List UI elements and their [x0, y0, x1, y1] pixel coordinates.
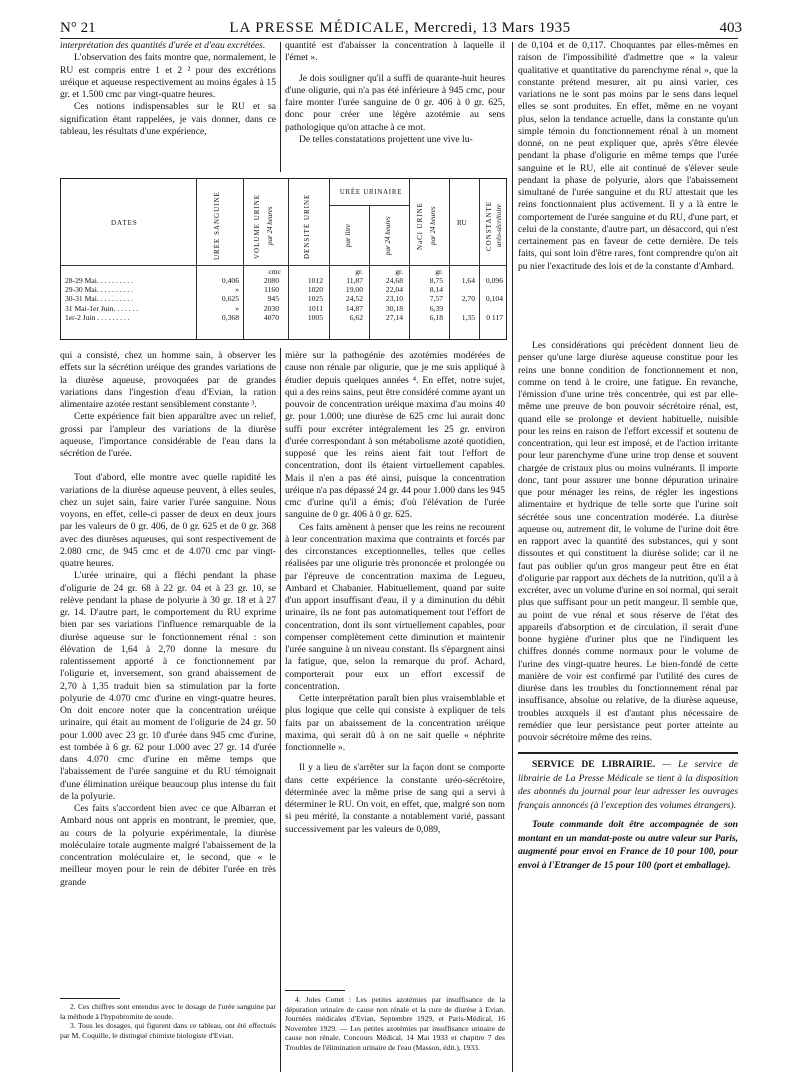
- issue-date: Mercredi, 13 Mars 1935: [413, 20, 571, 36]
- header-par-litre: par litre: [344, 224, 352, 248]
- table-cell-nacl: 8,75: [429, 276, 443, 285]
- paragraph: Il y a lieu de s'arrêter sur la façon dont se comporte dans cette expérience la constante uréo-sécrétoire, déterminée avec la même prise de sang qui a servi à déterminer le RU. On voit, en effet, que, malgré son nom si peu mérité, la constante a notablement varié, passant successivement par les valeurs de 0,089,: [285, 762, 505, 835]
- table-cell-h24: 22,04: [385, 285, 403, 295]
- header-nacl-sub: par 24 heures: [429, 206, 437, 246]
- table-cell-date: 28-29 Mai. . . . . . . . . .: [65, 276, 133, 285]
- table-cell-date: 31 Mai-1er Juin. . . . . . .: [65, 303, 139, 313]
- table-cell-ru: 2,70: [461, 294, 475, 304]
- running-head: [0, 20, 800, 37]
- unit-nacl: gr.: [435, 267, 443, 276]
- footnote-3: 3. Tous les dosages, qui figurent dans ce tableau, ont été effectués par M. Coquille, le distingué chimiste biologiste d'Evian.: [60, 1021, 276, 1040]
- table-cell-litre: 14,87: [345, 303, 363, 313]
- table-cell-litre: 11,87: [346, 276, 363, 285]
- header-dates: DATES: [111, 219, 138, 227]
- paragraph: L'observation des faits montre que, normalement, le RU est compris entre 1 et 2 ² pour des excrétions uréique et aqueuse respectivement au moins égales à 15 gr. et 1.500 cmc par vingt-quatre heures.: [60, 52, 276, 100]
- footnotes-column-1: [60, 1002, 276, 1040]
- header-ru: RU: [457, 219, 467, 227]
- header-volume-sub: par 24 heures: [266, 206, 274, 246]
- paragraph: quantité est d'abaisser la concentration à laquelle il l'émet ».: [285, 40, 505, 64]
- results-table: [60, 178, 507, 340]
- column-3-bottom: [518, 340, 738, 744]
- footnote-rule: [285, 990, 345, 991]
- column-rule: [280, 42, 281, 172]
- paragraph: interprétation des quantités d'urée et d'eau excrétées.: [60, 40, 266, 51]
- unit-par-litre: gr.: [355, 267, 363, 276]
- header-uree-urinaire: URÉE URINAIRE: [339, 189, 403, 196]
- header-volume-urine: VOLUME URINE: [253, 193, 261, 259]
- table-cell-nacl: 6,39: [429, 303, 443, 313]
- paragraph: L'urée urinaire, qui a fléchi pendant la phase d'oligurie de 24 gr. 68 à 22 gr. 04 et à 23 gr. 10, se relève pendant la phase de polyurie à 30 gr. 18 et à 27 gr. 14. D'autre part, le comportement du RU exprime bien par ses variations l'influence remarquable de la diurèse aqueuse sur le fonctionnement rénal : son élévation de 1,64 à 2,70 donne la mesure du ralentissement apporté à ce fonctionnement par l'oligurie et, inversement, son grand abaissement de 2,70 à 1,35 traduit bien sa stimulation par la forte polyurie de 4.070 cmc d'urine en vingt-quatre heures. On doit encore noter que la concentration uréique urinaire, qui était au moment de l'oligurie de 24 gr. 50 pour 1.000 avec 23 gr. 10 d'urée dans 945 cmc d'urine, est tombée à 6 gr. 62 pour 1.000 avec 27 gr. 14 d'urée dans 4.070 cmc d'urine en même temps que l'abaissement de l'urée sanguine et du RU témoignait d'une élimination uréique beaucoup plus intense du fait de la polyurie.: [60, 570, 276, 802]
- librairie-para-2: Toute commande doit être accompagnée de son montant en un mandat-poste ou autre valeur sur Paris, augmenté pour envoi en France de 10 pour 100, pour envoi à l'Etranger de 15 pour 100 (port et emballage).: [518, 819, 738, 871]
- table-cell-densite: 1025: [307, 294, 323, 304]
- issue-number: N° 21: [60, 20, 96, 36]
- table-cell-litre: 6,62: [349, 312, 363, 322]
- table-cell-litre: 19,00: [345, 285, 363, 295]
- table-cell-nacl: 8,14: [429, 285, 443, 295]
- header-uree-sanguine: URÉE SANGUINE: [213, 191, 221, 261]
- column-2-bottom: [285, 350, 505, 836]
- paragraph: Tout d'abord, elle montre avec quelle rapidité les variations de la diurèse aqueuse peuvent, à elles seules, chez un sujet sain, faire varier l'urée sanguine. Nous voyons, en effet, celle-ci passer de deux en deux jours par les valeurs de 0 gr. 406, de 0 gr. 625 et de 0 gr. 368 avec des diurèses aqueuses, qui sont respectivement de 2.080 cmc, de 945 cmc et de 4.070 cmc par vingt-quatre heures.: [60, 472, 276, 569]
- librairie-title: SERVICE DE LIBRAIRIE.: [532, 759, 656, 770]
- footnote-rule: [60, 998, 120, 999]
- header-constante-sub: uréo-sécrétoire: [495, 204, 503, 248]
- footnote-2: 2. Ces chiffres sont entendus avec le dosage de l'urée sanguine par la méthode à l'hypobromite de soude.: [60, 1002, 276, 1021]
- table-cell-nacl: 7,57: [429, 294, 443, 304]
- column-rule: [280, 348, 281, 1072]
- paragraph: qui a consisté, chez un homme sain, à observer les effets sur la sécrétion uréique des grandes variations de la diurèse aqueuse, provoquées par de grandes variations dans l'ingestion d'eau d'Evian, la ration alimentaire azotée restant sensiblement constante ³.: [60, 350, 276, 410]
- table-cell-densite: 1005: [307, 312, 323, 322]
- table-cell-date: 30-31 Mai. . . . . . . . . .: [65, 294, 133, 304]
- column-1-top: [60, 40, 276, 138]
- table-cell-h24: 27,14: [385, 312, 403, 322]
- paragraph: Les considérations qui précèdent donnent lieu de penser qu'une large diurèse aqueuse constitue pour les reins une bonne condition de fonctionnement et non, comme on tend à le croire, une fatigue. En revanche, l'émission d'une urine très concentrée, qui est par elle-même une preuve de bon pouvoir sécrétoire rénal, est, quand elle se prolonge et devient habituelle, nuisible pour les reins en raison de l'effort excessif et soutenu de concentration, qui leur est imposé, et de l'action irritante pour leur parenchyme d'une urine trop dense et souvent chargée de cristaux plus ou moins vulnérants. Il importe donc, tant pour assurer une bonne dépuration urinaire que pour ménager les reins, de régler les ingestions alimentaire et hydrique de telle sorte que l'urine soit sécrétée sous une concentration modérée. La diurèse aqueuse ou, autrement dit, le volume de l'urine doit être en rapport avec la quantité des substances, qui y sont dissoutes et qui constituent la diurèse solide; car il ne faut pas oublier qu'un gros mangeur peut être en état d'oligurie par rapport aux déchets de la nutrition, qu'il a à excréter, avec un volume d'urine en soi normal, qui serait plus que suffisant pour un petit mangeur. Il semble que, au point de vue rénal et sous réserve de l'état des appareils d'absorption et de circulation, il serait d'une bonne hygiène d'uriner plus que ne l'indiquent les chiffres donnés comme normaux pour le volume de l'urine des vingt-quatre heures. Le bien-fondé de cette manière de voir est confirmé par l'utilité des cures de diurèse dans les troubles du fonctionnement rénal par insuffisance, absolue ou relative, de la diurèse aqueuse, troubles auxquels il est d'autant plus nécessaire de remédier que leur persistance peut porter atteinte au pouvoir sécrétoire même des reins.: [518, 340, 738, 743]
- table-cell-volume: 2080: [263, 276, 279, 285]
- table-cell-densite: 1011: [308, 303, 323, 313]
- table-cell-densite: 1020: [307, 285, 323, 295]
- paragraph: Cette interprétation paraît bien plus vraisemblable et plus logique que celle qui consiste à expliquer de tels faits par un abaissement de la concentration uréique maxima, qui serait dû à on ne sait quelle « néphrite fonctionnelle ».: [285, 693, 505, 753]
- table-cell-constante: 0,096: [485, 276, 503, 285]
- unit-volume: cmc: [268, 267, 281, 276]
- table-cell-nacl: 6,18: [429, 312, 443, 322]
- table-cell-constante: 0 117: [486, 312, 503, 322]
- table-cell-volume: 2030: [263, 303, 279, 313]
- table-cell-volume: 1160: [264, 285, 279, 295]
- table-cell-uree: »: [235, 303, 239, 313]
- column-2-top: [285, 40, 505, 146]
- header-par-24h: par 24 heures: [384, 216, 392, 256]
- table-cell-ru: 1,64: [461, 276, 475, 285]
- table-cell-volume: 945: [267, 294, 279, 304]
- table-cell-h24: 23,10: [385, 294, 403, 304]
- footnote-4: 4. Jules Cottet : Les petites azotémies par insuffisance de la dépuration urinaire de cause non rénale et la cure de diurèse à Evian. Journées médicales d'Evian, Septembre 1929, et Paris-Médical, 16 Novembre 1929. — Les petites azotémies par insuffisance urinaire de cause non rénale. Concours Médical, 14 Mai 1933 et chapitre 7 des Troubles de l'élimination urinaire de l'eau (Masson, édit.), 1933.: [285, 995, 505, 1052]
- librairie-para-1: SERVICE DE LIBRAIRIE. — Le service de librairie de La Presse Médicale se tient à la disposition des abonnés du journal pour leur adresser les ouvrages français annoncés (à l'exception des volumes étrangers).: [518, 759, 738, 811]
- table-cell-uree: 0,368: [221, 312, 239, 322]
- table-cell-uree: 0,625: [221, 294, 239, 304]
- table-cell-litre: 24,52: [345, 294, 363, 304]
- table-cell-h24: 30,18: [385, 303, 403, 313]
- table-cell-h24: 24,68: [385, 276, 403, 285]
- table-cell-constante: 0,104: [485, 294, 503, 304]
- table-cell-date: 1er-2 Juin . . . . . . . . .: [65, 312, 130, 322]
- table-cell-densite: 1012: [307, 276, 323, 285]
- paragraph: De telles constatations projettent une vive lu-: [299, 133, 473, 145]
- librairie-notice: [518, 752, 738, 872]
- table-cell-uree: 0,406: [221, 276, 239, 285]
- paragraph: Cette expérience fait bien apparaître avec un relief, grossi par l'ampleur des variations de la diurèse aqueuse, l'importance considérable de l'eau dans la sécrétion de l'urée.: [60, 411, 276, 459]
- paragraph: de 0,104 et de 0,117. Choquantes par elles-mêmes en raison de l'impossibilité d'admettre que « la valeur qualitative et quantitative du parenchyme rénal », que la constante prétend mesurer, ait pu ainsi varier, ces variations ne le sont pas moins par le sens dans lequel elles se sont produites. En effet, même en ne voyant plus, selon la tendance actuelle, dans la constante qu'un simple témoin du fonctionnement rénal à un moment donné, on ne peut expliquer que, après s'être élevée pendant la phase d'oligurie en même temps que l'urée sanguine et le RU, elle ait continué de s'élever seule pendant la phase de polyurie, alors que l'abaissement simultané de l'urée sanguine et du RU attestait que les reins fonctionnaient plus activement. Il y a là entre le comportement de l'urée sanguine et du RU, d'une part, et celui de la constante, d'autre part, un désaccord, qui n'est certainement pas en faveur de cette dernière. De tels faits, qui sont loin d'être rares, font comprendre qu'on ait pu nier l'exactitude des lois et de la constante d'Ambard.: [518, 40, 738, 272]
- page-number: 403: [719, 20, 742, 36]
- table-cell-volume: 4070: [263, 312, 279, 322]
- unit-par-24h: gr.: [395, 267, 403, 276]
- column-1-bottom: [60, 350, 276, 889]
- header-densite: DENSITÉ URINE: [303, 193, 311, 259]
- paragraph: mière sur la pathogénie des azotémies modérées de cause non rénale par oligurie, que je me suis appliqué à étudier depuis quelques années ⁴. En effet, notre sujet, qui a des reins sains, peut être considéré comme ayant un pouvoir de concentration uréique maxima d'au moins 40 gr. pour 1.000; une diurèse de 625 cmc lui aurait donc suffi pour excréter intégralement les 25 gr. environ d'urée correspondant à son métabolisme azoté quotidien, supposé que les reins aient fait tout l'effort de concentration, dont ils étaient virtuellement capables. Mais il n'en a pas été ainsi, puisque la concentration uréique n'a pas dépassé 24 gr. 44 pour 1.000 dans les 945 cmc d'urine qu'il a émis; d'où l'élévation de l'urée sanguine de 0 gr. 406 à 0 gr. 625.: [285, 350, 505, 521]
- paragraph: Ces faits s'accordent bien avec ce que Albarran et Ambard nous ont appris en montrant, le premier, que, au cours de la polyurie expérimentale, la diurèse moléculaire totale augmente malgré l'abaissement de la concentration moléculaire et, le second, que « le meilleur moyen pour le rein de débiter l'urée en très grande: [60, 803, 276, 888]
- header-constante: CONSTANTE: [485, 200, 493, 252]
- paragraph: Je dois souligner qu'il a suffi de quarante-huit heures d'une oligurie, qui n'a pas été inférieure à 945 cmc, pour faire monter l'urée sanguine de 0 gr. 406 à 0 gr. 625, donc pour créer une légère azotémie au sens pathologique qu'on attache à ce mot.: [285, 72, 505, 133]
- table-cell-date: 29-30 Mai. . . . . . . . . .: [65, 285, 133, 295]
- table-cell-uree: »: [235, 285, 239, 295]
- header-nacl: NaCl URINE: [416, 202, 424, 250]
- table-cell-ru: 1,35: [461, 312, 475, 322]
- paragraph: Ces notions indispensables sur le RU et sa signification étant rappelées, je vais donner, dans ce tableau, les résultats d'une expérience,: [60, 101, 276, 137]
- header-rule: [60, 38, 738, 39]
- paragraph: Ces faits amènent à penser que les reins ne recourent à leur concentration maxima que contraints et forcés par des circonstances exceptionnelles, telles que celles réalisées par une oligurie très prononcée et prolongée ou par l'épreuve de concentration maxima de Legueu, Ambard et Chabanier. Habituellement, quand par suite d'un apport insuffisant d'eau, il y a diminution du débit urinaire, ils ne font pas automatiquement tout l'effort de concentration, dont ils sont virtuellement capables, pour compenser complètement cette diminution et maintenir l'urée sanguine à un niveau constant. Ils s'épargnent ainsi la fatigue, que, selon la remarque du prof. Achard, comporterait pour eux un effort excessif de concentration.: [285, 521, 505, 692]
- column-3-top: [518, 40, 738, 273]
- journal-name: LA PRESSE MÉDICALE,: [229, 20, 410, 36]
- column-rule: [512, 42, 513, 1072]
